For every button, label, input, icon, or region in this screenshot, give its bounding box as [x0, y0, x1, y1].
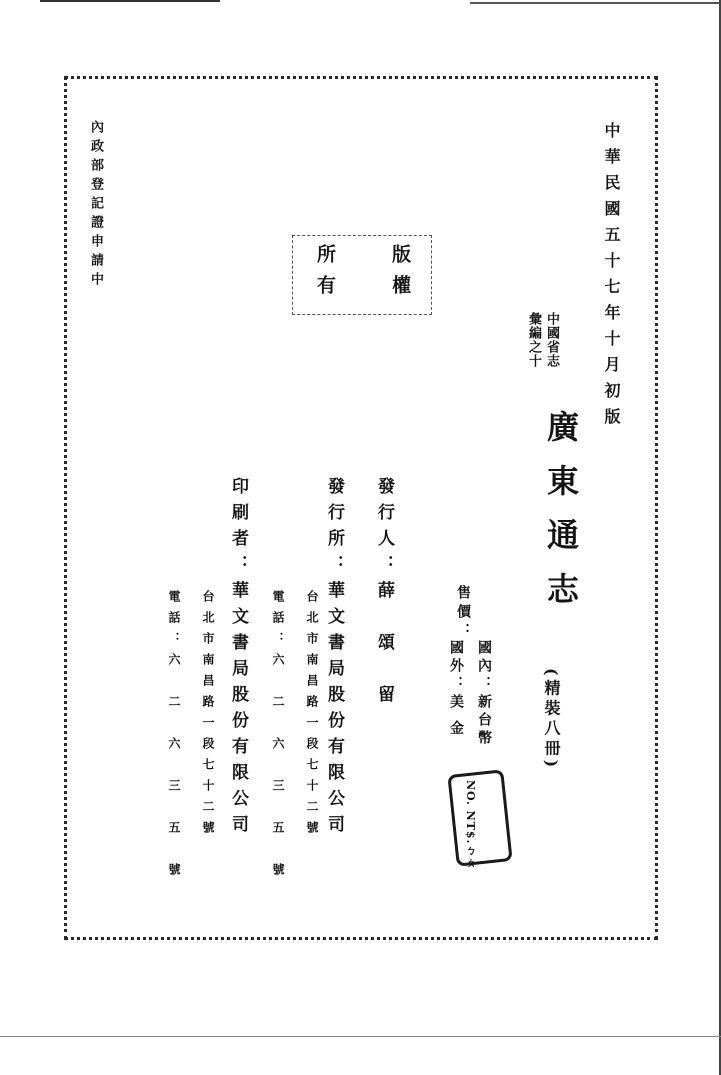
book-title: 廣東通志 [542, 410, 580, 626]
series-line-1: 中國省志 [544, 312, 559, 368]
printer-line: 印刷者：華文書局股份有限公司 [228, 477, 248, 841]
price-stamp-text: NO. NT$.ㄅㄆ [464, 780, 477, 869]
issuer-phone: 電話：六 二 六 三 五 號 [271, 590, 285, 884]
issuer-line: 發行所：華文書局股份有限公司 [324, 477, 344, 841]
price-domestic: 國內：新台幣 [476, 640, 492, 748]
scan-edge-bottom [0, 1036, 721, 1037]
price-foreign: 國外：美 金 [448, 640, 464, 739]
scan-edge-top-right [470, 2, 721, 4]
series-label [524, 312, 560, 368]
binding-note: (精裝八冊) [542, 668, 561, 772]
registration-note: 內政部登記證申請中 [88, 120, 103, 291]
printer-phone: 電話：六 二 六 三 五 號 [167, 590, 181, 884]
edition-date: 中華民國五十七年十月初版 [602, 122, 621, 434]
series-line-2: 彙編之十 [526, 312, 541, 368]
copyright-line-1: 版權 [389, 244, 411, 306]
price-label: 售價： [455, 585, 471, 642]
scan-edge-top-left [40, 0, 220, 6]
copyright-line-2: 所有 [314, 244, 336, 306]
price-stamp [447, 769, 512, 869]
issuer-address: 台北市南昌路一段七十二號 [305, 590, 319, 842]
publisher-line: 發行人：薛 頌 留 [374, 477, 394, 711]
printer-address: 台北市南昌路一段七十二號 [201, 590, 215, 842]
